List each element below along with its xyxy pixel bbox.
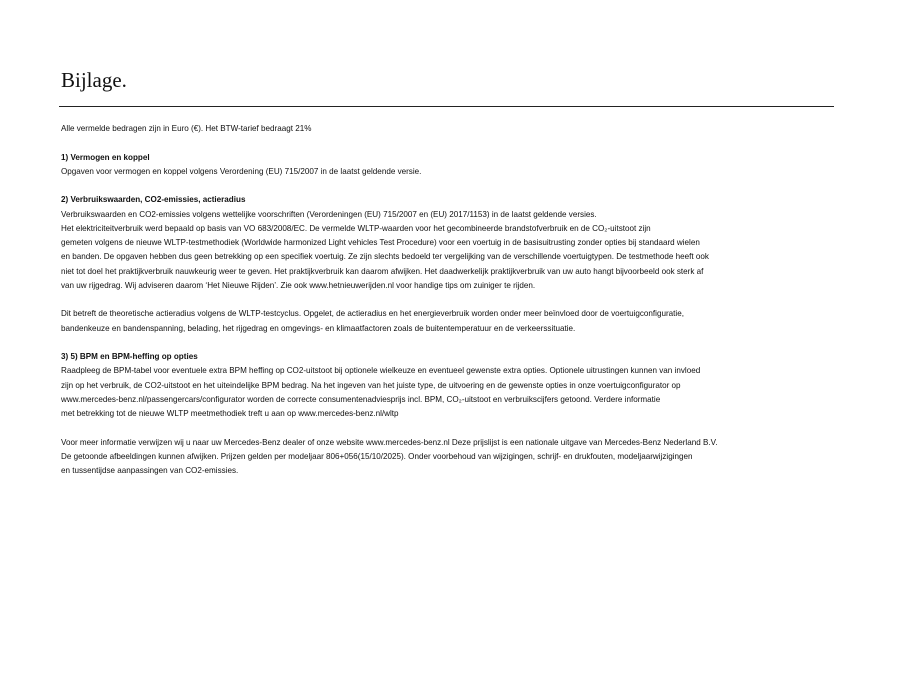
spacer	[61, 179, 841, 193]
section-power-torque	[61, 151, 841, 180]
spacer	[61, 336, 841, 350]
section-bpm	[61, 350, 841, 421]
paragraph-line: en tussentijdse aanpassingen van CO2-emissies.	[61, 466, 239, 475]
paragraph-line: Verbruikswaarden en CO2-emissies volgens wettelijke voorschriften (Verordeningen (EU) 715/2007 en (EU) 2017/1153) in de laatst geldende versies.	[61, 209, 597, 219]
footer-notice	[61, 436, 841, 479]
appendix-body	[61, 122, 841, 478]
spacer	[61, 136, 841, 150]
paragraph-line: Raadpleeg de BPM-tabel voor eventuele extra BPM heffing op CO2-uitstoot bij optionele wielkeuze en eventueel gewenste extra opties. Optionele uitrustingen kunnen van invloed	[61, 366, 701, 376]
spacer	[61, 293, 841, 307]
section-heading: 1) Vermogen en koppel	[61, 152, 150, 162]
paragraph-line: gemeten volgens de nieuwe WLTP-testmethodiek (Worldwide harmonized Light vehicles Test Procedure) voor een voertuig in de basisuitrusting zonder opties bij standaard wielen	[61, 238, 700, 247]
paragraph-line: niet tot doel het praktijkverbruik nauwkeurig weer te geven. Het praktijkverbruik kan daarom afwijken. Het daadwerkelijk praktijkverbruik van uw auto hangt bijvoorbeeld ook sterk af	[61, 266, 704, 276]
page-title: Bijlage.	[61, 68, 127, 92]
section-heading: 2) Verbruikswaarden, CO2-emissies, actieradius	[61, 195, 246, 205]
spacer	[61, 421, 841, 435]
paragraph-line: De getoonde afbeeldingen kunnen afwijken. Prijzen gelden per modeljaar 806+056(15/10/2025). Onder voorbehoud van wijzigingen, schrijf- en drukfouten, modeljaarwijzigingen	[61, 451, 693, 461]
paragraph-line: bandenkeuze en bandenspanning, belading, het rijgedrag en omgevings- en klimaatfactoren zoals de buitentemperatuur en de verkeerssituatie.	[61, 323, 576, 333]
section-heading: 3) 5) BPM en BPM-heffing op opties	[61, 352, 198, 361]
paragraph-line: Opgaven voor vermogen en koppel volgens Verordening (EU) 715/2007 in de laatst geldende versie.	[61, 166, 422, 176]
paragraph-line: Dit betreft de theoretische actieradius volgens de WLTP-testcyclus. Opgelet, de actieradius en het energieverbruik worden onder meer beïnvloed door de voertuigconfiguratie,	[61, 309, 684, 319]
paragraph-line: met betrekking tot de nieuwe WLTP meetmethodiek treft u aan op www.mercedes-benz.nl/wltp	[61, 409, 399, 418]
intro-text: Alle vermelde bedragen zijn in Euro (€). Het BTW-tarief bedraagt 21%	[61, 124, 312, 133]
paragraph-line: Voor meer informatie verwijzen wij u naar uw Mercedes-Benz dealer of onze website www.mercedes-benz.nl Deze prijslijst is een nationale uitgave van Mercedes-Benz Nederland B.V.	[61, 437, 718, 447]
paragraph-line: en banden. De opgaven hebben dus geen betrekking op een specifiek voertuig. Ze zijn slechts bedoeld ter vergelijking van de verschillende voertuigtypen. De testmethode heeft ook	[61, 252, 709, 262]
paragraph-line: van uw rijgedrag. Wij adviseren daarom ‘Het Nieuwe Rijden’. Zie ook www.hetnieuwerijden.nl voor handige tips om zuiniger te rijden.	[61, 280, 536, 290]
title-divider	[59, 106, 834, 107]
paragraph-line: zijn op het verbruik, de CO2-uitstoot en het uiteindelijke BPM bedrag. Na het ingeven van het juiste type, de uitvoering en de gewenste opties in onze voertuigconfigurator op	[61, 380, 681, 390]
section-consumption-emissions	[61, 193, 841, 336]
paragraph-line: www.mercedes-benz.nl/passengercars/configurator worden de correcte consumentenadviesprijs incl. BPM, CO₂-uitstoot en verbruikscijfers getoond. Verdere informatie	[61, 394, 661, 404]
paragraph-line: Het elektriciteitverbruik werd bepaald op basis van VO 683/2008/EC. De vermelde WLTP-waarden voor het gecombineerde brandstofverbruik en de CO₂-uitstoot zijn	[61, 223, 651, 233]
